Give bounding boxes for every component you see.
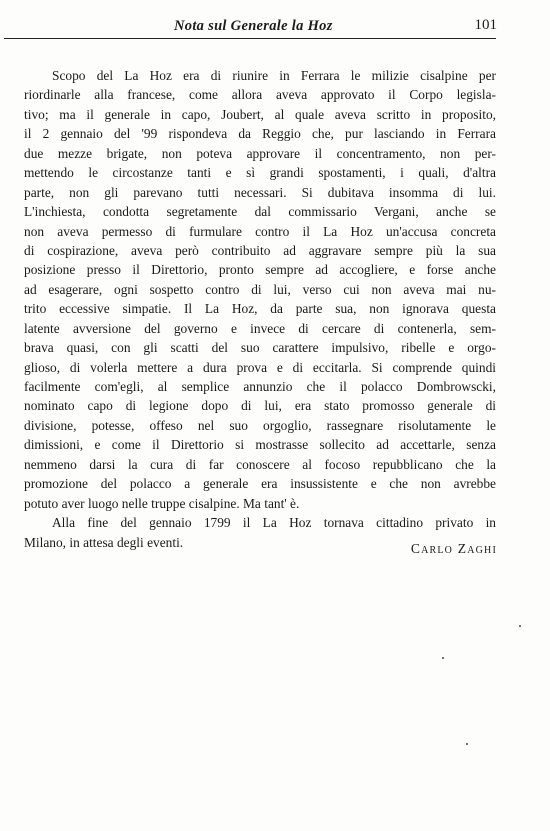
text-line: dimissioni, e come il Direttorio si mostrasse sollecito ad accettarle, senza bbox=[24, 437, 496, 453]
scan-speck bbox=[466, 743, 468, 745]
text-line: promozione del polacco a generale era insussistente e che non avrebbe bbox=[24, 476, 496, 492]
text-line: divisione, potesse, offeso nel suo orgoglio, rassegnare risolutamente le bbox=[24, 417, 496, 433]
text-line: posizione presso il Direttorio, pronto sempre ad accogliere, e forse anche bbox=[24, 262, 496, 278]
text-line: tivo; ma il generale in capo, Joubert, al quale aveva scritto in proposito, bbox=[24, 106, 496, 122]
scan-speck bbox=[442, 657, 444, 659]
page-number: 101 bbox=[474, 17, 497, 33]
running-title: Nota sul Generale la Hoz bbox=[174, 18, 333, 34]
text-line: brava quasi, con gli scatti del suo carattere impulsivo, ribelle e orgo- bbox=[24, 340, 496, 356]
text-line: glioso, di volerla mettere a dura prova e di eccitarla. Si comprende quindi bbox=[24, 359, 496, 375]
author-signature: Carlo Zaghi bbox=[410, 541, 497, 556]
text-line: non aveva permesso di furmulare contro il La Hoz un'accusa concreta bbox=[24, 223, 496, 239]
text-line: di cospirazione, aveva però contribuito ad aggravare sempre più la sua bbox=[24, 242, 496, 258]
text-line: Milano, in attesa degli eventi. bbox=[24, 534, 184, 550]
text-line: ad esagerare, ogni sospetto contro di lui, verso cui non aveva mai nu- bbox=[24, 281, 496, 297]
text-line: parte, non gli parevano tutti necessari. Si dubitava insomma di lui. bbox=[24, 184, 496, 200]
text-line: Scopo del La Hoz era di riunire in Ferrara le milizie cisalpine per bbox=[52, 68, 496, 83]
text-line: nemmeno darsi la cura di far conoscere al focoso repubblicano che la bbox=[24, 456, 496, 472]
text-line: riordinarle alla francese, come allora aveva approvato il Corpo legisla- bbox=[24, 87, 496, 103]
text-line: mettendo le circostanze tanti e sì grandi spostamenti, i quali, d'altra bbox=[24, 165, 496, 181]
text-line: L'inchiesta, condotta segretamente dal commissario Vergani, anche se bbox=[24, 204, 496, 220]
text-line: Alla fine del gennaio 1799 il La Hoz tornava cittadino privato in bbox=[52, 515, 496, 531]
text-line: due mezze brigate, non poteva approvare il concentramento, non per- bbox=[24, 145, 496, 161]
scan-speck bbox=[519, 625, 521, 627]
text-line: il 2 gennaio del '99 rispondeva da Reggio che, pur lasciando in Ferrara bbox=[24, 126, 496, 142]
text-line: potuto aver luogo nelle truppe cisalpine. Ma tant' è. bbox=[24, 495, 300, 511]
paragraph-1 bbox=[24, 66, 496, 513]
text-line: latente avversione del governo e invece di cercare di contenerla, sem- bbox=[24, 320, 496, 336]
text-line: nominato capo di legione dopo di lui, era stato promosso generale di bbox=[24, 398, 496, 414]
body-text bbox=[24, 66, 496, 552]
text-line: trito eccessive simpatie. Il La Hoz, da parte sua, non ignorava questa bbox=[24, 301, 496, 317]
running-header bbox=[4, 16, 496, 39]
text-line: facilmente com'egli, al semplice annunzio che il polacco Dombrowscki, bbox=[24, 379, 496, 394]
